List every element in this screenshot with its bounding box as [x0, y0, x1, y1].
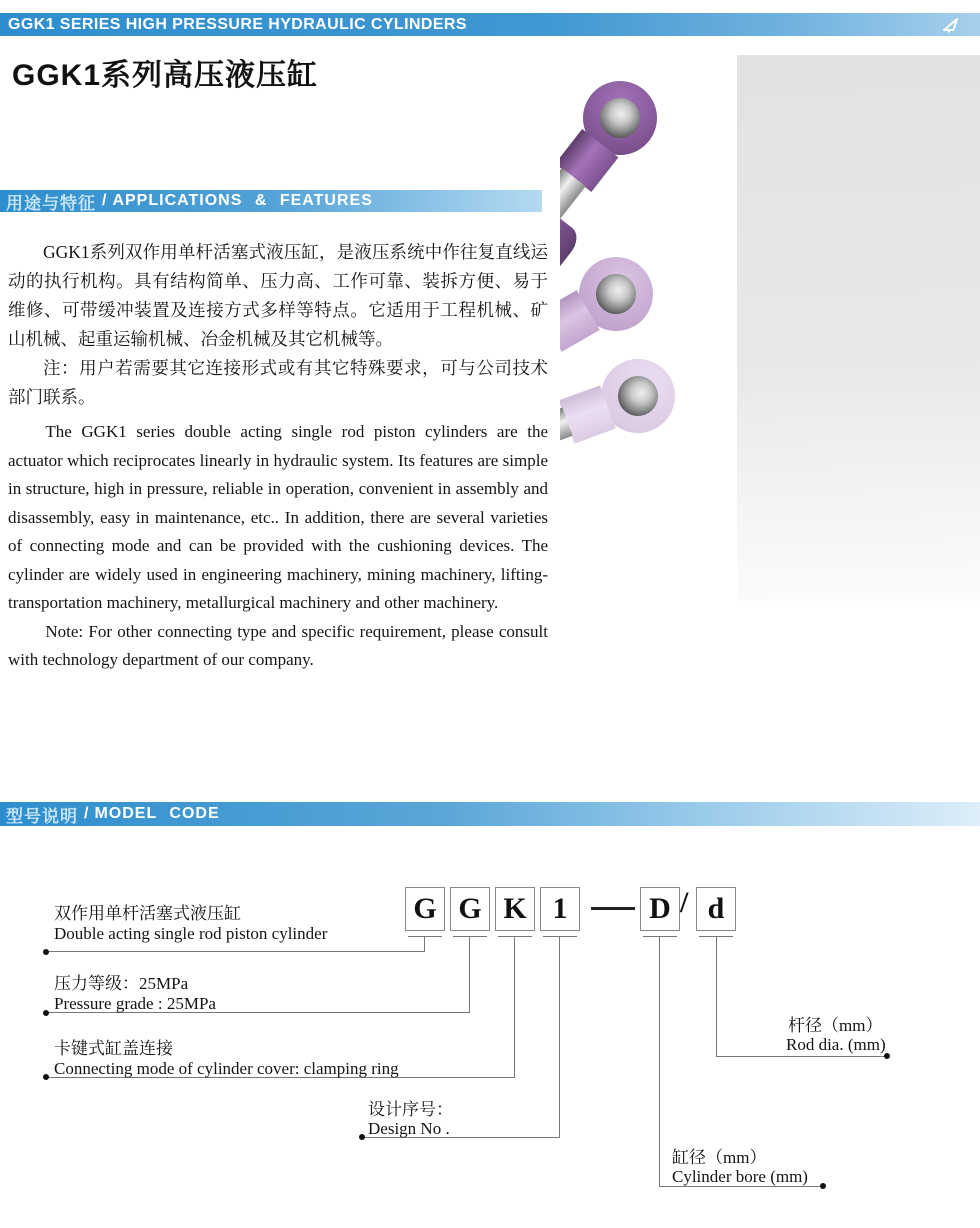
- applications-note-zh: 注：用户若需要其它连接形式或有其它特殊要求，可与公司技术部门联系。: [8, 358, 548, 407]
- box-tick: [498, 936, 532, 937]
- leader-dot: [43, 1074, 49, 1080]
- model-code-box-3: K: [495, 887, 535, 931]
- label-rod-dia-zh: 杆径（mm）: [788, 1016, 883, 1035]
- applications-note-en: Note: For other connecting type and specific requirement, please consult with technology department of our company.: [8, 621, 548, 669]
- label-design-no-en: Design No .: [368, 1119, 450, 1138]
- leader-dot: [359, 1134, 365, 1140]
- label-rod-dia-en: Rod dia. (mm): [786, 1035, 886, 1054]
- applications-paragraph-en: The GGK1 series double acting single rod piston cylinders are the actuator which reciprocates linearly in hydraulic system. Its features are simple in structure, high in pressure, reliable in operation, convenient in assembly and disassembly, easy in maintenance, etc.. In addition, there are several varieties of connecting mode and can be provided with the cushioning devices. The cylinder are widely used in engineering machinery, mining machinery, lifting-transportation machinery, metallurgical machinery and other machinery.: [8, 422, 548, 612]
- product-image: [560, 50, 980, 610]
- section-header-model-code: [0, 802, 980, 826]
- label-pressure-grade-en: Pressure grade : 25MPa: [54, 994, 216, 1013]
- section-header-separator: /: [84, 805, 89, 822]
- section-header-model-code-en: MODEL CODE: [94, 805, 220, 822]
- section-header-model-code-zh: 型号说明: [6, 806, 78, 826]
- model-code-box-1: G: [405, 887, 445, 931]
- box-tick: [643, 936, 677, 937]
- section-header-applications-en: APPLICATIONS & FEATURES: [112, 192, 373, 209]
- applications-paragraph-zh: GGK1系列双作用单杆活塞式液压缸，是液压系统中作往复直线运动的执行机构。具有结构简单、压力高、工作可靠、装拆方便、易于维修、可带缓冲装置及连接方式多样等特点。它适用于工程机械、矿山机械、起重运输机械、冶金机械及其它机械等。: [8, 242, 548, 349]
- cylinder-ghost-2: [560, 340, 691, 610]
- product-image-backdrop: [737, 55, 980, 601]
- model-code-box-5: D: [640, 887, 680, 931]
- leader-dot: [43, 949, 49, 955]
- leader-line-vertical: [469, 936, 470, 1013]
- label-cylinder-bore-zh: 缸径（mm）: [672, 1148, 767, 1167]
- section-header-applications-zh: 用途与特征: [6, 193, 96, 213]
- applications-body: [8, 238, 548, 675]
- box-tick: [543, 936, 577, 937]
- leader-line-vertical: [716, 936, 717, 1057]
- section-header-applications: [0, 190, 542, 212]
- leader-line-vertical: [659, 936, 660, 1187]
- label-connecting-mode-en: Connecting mode of cylinder cover: clamping ring: [54, 1059, 399, 1078]
- label-cylinder-bore-en: Cylinder bore (mm): [672, 1167, 808, 1186]
- page-header-bar: [0, 13, 980, 36]
- leader-line-horizontal: [46, 951, 425, 952]
- model-code-box-6: d: [696, 887, 736, 931]
- leader-dot: [43, 1010, 49, 1016]
- cursor-flag-icon: [940, 16, 962, 39]
- model-code-box-2: G: [450, 887, 490, 931]
- label-pressure-grade-zh: 压力等级：25MPa: [54, 974, 189, 993]
- model-code-slash: /: [680, 886, 689, 919]
- label-double-acting-zh: 双作用单杆活塞式液压缸: [54, 904, 241, 923]
- box-tick: [408, 936, 442, 937]
- page-title: GGK1系列高压液压缸: [12, 59, 319, 92]
- leader-dot: [820, 1183, 826, 1189]
- label-design-no-zh: 设计序号：: [368, 1100, 453, 1119]
- label-connecting-mode-zh: 卡键式缸盖连接: [54, 1039, 173, 1058]
- box-tick: [453, 936, 487, 937]
- label-double-acting-en: Double acting single rod piston cylinder: [54, 924, 328, 943]
- model-code-dash: [591, 907, 635, 910]
- page-header-title: GGK1 SERIES HIGH PRESSURE HYDRAULIC CYLINDERS: [8, 15, 467, 33]
- leader-line-vertical: [559, 936, 560, 1138]
- leader-line-horizontal: [716, 1056, 887, 1057]
- section-header-separator: /: [102, 192, 107, 209]
- model-code-box-4: 1: [540, 887, 580, 931]
- leader-line-vertical: [424, 936, 425, 952]
- leader-line-vertical: [514, 936, 515, 1078]
